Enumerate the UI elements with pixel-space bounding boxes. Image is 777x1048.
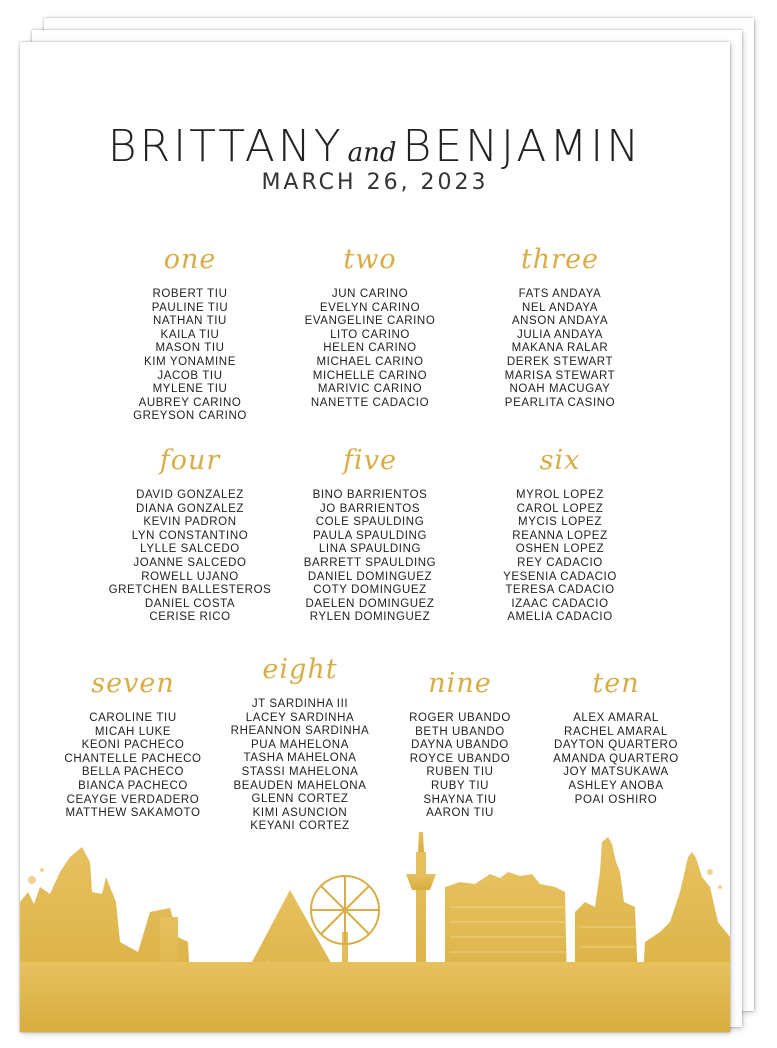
guest-name: ALEX AMARAL (573, 712, 659, 724)
table-number: one (163, 244, 217, 275)
table-four (100, 439, 280, 625)
guest-name: MAKANA RALAR (511, 342, 609, 355)
guest-name: MICAH LUKE (94, 725, 172, 738)
name-first: BRITTANY (107, 121, 344, 172)
guest-name: REY CADACIO (517, 556, 603, 569)
guest-name: SHAYNA TIU (423, 793, 497, 806)
guest-name: DAYNA UBANDO (411, 739, 509, 752)
guest-name: DANIEL COSTA (144, 597, 236, 610)
table-eight (220, 654, 380, 834)
guest-name: MATTHEW SAKAMOTO (65, 807, 201, 820)
guest-name: KEONI PACHECO (81, 739, 185, 752)
guest-name: TASHA MAHELONA (243, 752, 357, 765)
guest-list (55, 712, 211, 821)
table-number: nine (428, 668, 492, 699)
table-two (285, 238, 455, 410)
las-vegas-skyline-illustration (20, 832, 730, 1032)
guest-name: KIMI ASUNCION (252, 806, 348, 819)
guest-name: PAULA SPAULDING (312, 529, 428, 542)
guest-name: JUN CARINO (331, 288, 409, 300)
seating-chart-card (20, 42, 730, 1032)
guest-name: ROWELL UJANO (141, 570, 239, 583)
guest-name: NEL ANDAYA (521, 301, 599, 314)
guest-name: MYCIS LOPEZ (518, 516, 602, 529)
guest-name: NOAH MACUGAY (509, 383, 611, 396)
guest-name: DAVID GONZALEZ (136, 489, 244, 501)
guest-name: RACHEL AMARAL (564, 725, 668, 738)
guest-name: ROBERT TIU (152, 288, 228, 300)
guest-name: MARIVIC CARINO (317, 383, 423, 396)
guest-name: AMELIA CADACIO (507, 611, 613, 624)
guest-list (480, 288, 640, 410)
guest-name: RUBY TIU (430, 779, 490, 792)
guest-list (390, 712, 530, 821)
guest-name: BINO BARRIENTOS (312, 489, 428, 501)
table-number: four (159, 445, 221, 476)
table-ten (536, 662, 696, 807)
guest-name: DAELEN DOMINGUEZ (305, 597, 435, 610)
guest-name: IZAAC CADACIO (511, 597, 609, 610)
table-number: two (343, 244, 397, 275)
guest-name: MARISA STEWART (504, 369, 616, 382)
guest-name: KIM YONAMINE (144, 355, 236, 368)
guest-list (220, 698, 380, 834)
guest-name: HELEN CARINO (323, 342, 417, 355)
guest-name: DIANA GONZALEZ (135, 502, 245, 515)
guest-name: NANETTE CADACIO (310, 396, 430, 409)
guest-name: PAULINE TIU (151, 301, 229, 314)
guest-name: MYROL LOPEZ (516, 489, 604, 501)
guest-name: LYN CONSTANTINO (131, 529, 249, 542)
guest-name: RYLEN DOMINGUEZ (309, 611, 431, 624)
table-three (480, 238, 640, 410)
ferris-wheel-icon (311, 876, 379, 944)
table-number: seven (91, 668, 175, 699)
guest-name: AARON TIU (426, 807, 494, 820)
guest-name: ROGER UBANDO (409, 712, 511, 724)
name-second: BENJAMIN (402, 121, 643, 172)
guest-name: LINA SPAULDING (318, 543, 422, 556)
guest-name: STASSI MAHELONA (241, 765, 359, 778)
guest-name: ASHLEY ANOBA (568, 779, 664, 792)
guest-name: AMANDA QUARTERO (553, 752, 679, 765)
table-number: three (520, 244, 600, 275)
guest-name: KEVIN PADRON (143, 516, 237, 529)
guest-name: AUBREY CARINO (138, 396, 242, 409)
guest-name: EVELYN CARINO (319, 301, 421, 314)
guest-list (480, 489, 640, 625)
table-number: eight (262, 654, 338, 685)
guest-name: POAI OSHIRO (574, 793, 658, 806)
guest-name: MICHELLE CARINO (312, 369, 428, 382)
guest-name: EVANGELINE CARINO (304, 315, 436, 328)
guest-name: DEREK STEWART (506, 355, 614, 368)
guest-name: FATS ANDAYA (518, 288, 602, 300)
guest-name: LITO CARINO (330, 328, 410, 341)
guest-name: LACEY SARDINHA (245, 711, 355, 724)
guest-name: GREYSON CARINO (133, 410, 247, 423)
table-number: six (539, 445, 581, 476)
guest-list (285, 489, 455, 625)
guest-name: JACOB TIU (157, 369, 223, 382)
table-nine (390, 662, 530, 821)
guest-name: RUBEN TIU (426, 766, 494, 779)
guest-name: CHANTELLE PACHECO (64, 752, 202, 765)
guest-name: MICHAEL CARINO (316, 355, 424, 368)
wedding-date: MARCH 26, 2023 (261, 170, 489, 195)
guest-name: PEARLITA CASINO (504, 396, 616, 409)
guest-name: BEAUDEN MAHELONA (233, 779, 367, 792)
guest-name: JULIA ANDAYA (516, 328, 604, 341)
guest-name: JT SARDINHA III (251, 698, 349, 710)
table-number: five (343, 445, 397, 476)
guest-name: YESENIA CADACIO (503, 570, 617, 583)
guest-name: BETH UBANDO (415, 725, 505, 738)
guest-name: CAROLINE TIU (89, 712, 177, 724)
guest-name: JO BARRIENTOS (319, 502, 421, 515)
guest-name: GRETCHEN BALLESTEROS (108, 584, 272, 597)
guest-name: PUA MAHELONA (251, 738, 349, 751)
table-number: ten (592, 668, 640, 699)
guest-list (536, 712, 696, 807)
guest-name: KEYANI CORTEZ (250, 820, 350, 833)
guest-name: DAYTON QUARTERO (553, 739, 679, 752)
guest-name: COLE SPAULDING (315, 516, 425, 529)
guest-name: RHEANNON SARDINHA (230, 725, 370, 738)
guest-name: NATHAN TIU (153, 315, 227, 328)
guest-name: ANSON ANDAYA (511, 315, 609, 328)
guest-list (115, 288, 265, 424)
guest-name: REANNA LOPEZ (512, 529, 608, 542)
guest-name: MYLENE TIU (152, 383, 228, 396)
guest-name: GLENN CORTEZ (251, 793, 349, 806)
guest-name: CERISE RICO (149, 611, 231, 624)
guest-name: BELLA PACHECO (81, 766, 185, 779)
table-five (285, 439, 455, 625)
guest-name: OSHEN LOPEZ (515, 543, 605, 556)
guest-list (100, 489, 280, 625)
guest-name: LYLLE SALCEDO (140, 543, 240, 556)
skyline-buildings (20, 832, 730, 1032)
guest-name: BIANCA PACHECO (78, 779, 188, 792)
guest-name: MASON TIU (155, 342, 225, 355)
guest-name: CEAYGE VERDADERO (66, 793, 200, 806)
guest-name: JOY MATSUKAWA (563, 766, 669, 779)
guest-name: TERESA CADACIO (505, 584, 615, 597)
table-six (480, 439, 640, 625)
guest-name: BARRETT SPAULDING (303, 556, 437, 569)
guest-name: DANIEL DOMINGUEZ (307, 570, 433, 583)
ampersand-script: and (347, 138, 397, 168)
guest-name: CAROL LOPEZ (516, 502, 604, 515)
guest-name: ROYCE UBANDO (409, 752, 511, 765)
guest-name: COTY DOMINGUEZ (313, 584, 427, 597)
table-one (115, 238, 265, 424)
guest-name: JOANNE SALCEDO (133, 556, 247, 569)
guest-name: KAILA TIU (160, 328, 220, 341)
guest-list (285, 288, 455, 410)
table-seven (55, 662, 211, 821)
